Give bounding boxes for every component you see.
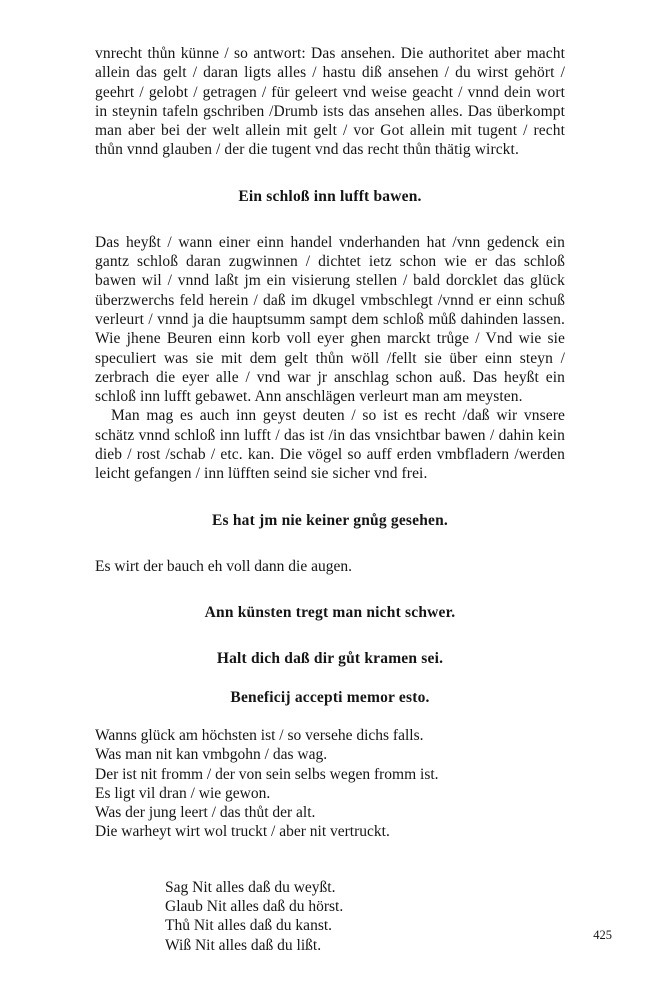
paragraph-geyst-deutung: Man mag es auch inn geyst deuten / so ist es recht /daß wir vnsere schätz vnnd schloß inn lufft / das ist /in das vnsichtbar bawen / dahin kein dieb / rost /schab / etc. kan. Die vögel so auff erden vmbfladern /werden leicht gefangen / inn lüfften seind sie sicher vnd frei. [95, 407, 565, 483]
proverb-line: Die warheyt wirt wol truckt / aber nit vertruckt. [95, 823, 390, 841]
proverb-line: Es ligt vil dran / wie gewon. [95, 784, 271, 802]
page-number: 425 [593, 928, 612, 942]
maxim-line: Thů Nit alles daß du kanst. [165, 917, 333, 935]
proverb-line: Was der jung leert / das thůt der alt. [95, 804, 316, 822]
line-bauch: Es wirt der bauch eh voll dann die augen. [95, 557, 352, 575]
text-block [95, 44, 565, 955]
paragraph-schloss-erklaerung: Das heyßt / wann einer einn handel vnderhanden hat /vnn gedenck ein gantz schloß daran zugwinnen / dichtet ietz schon wie er das schloß bawen wil / vnnd laßt jm ein visierung stellen / bald dorcklet das glück überzwerchs feld herein / daß im dkugel vmbschlegt /vnnd er einn schuß verleurt / vnnd ja die hauptsumm sampt dem schloß můß dahinden lassen. Wie jhene Beuren einn korb voll eyer ghen marckt trůge / Vnd wie sie speculiert was sie mit dem gelt thůn wöll /fellt sie über einn steyn / zerbrach die eyer alle / vnd war jr anschlag schon auß. Das heyßt ein schloß inn lufft gebawet. Ann anschlägen verleurt man am meysten. [95, 233, 565, 406]
paragraph-ansehen: vnrecht thůn künne / so antwort: Das ansehen. Die authoritet aber macht allein das gelt / daran ligts alles / hastu diß ansehen / du wirst gehört / geehrt / gelobt / getragen / für geleert vnd weise geacht / vnnd dein wort in steynin tafeln gschriben /Drumb ists das ansehen alles. Das überkompt man aber bei der welt allein mit gelt / vor Got allein mit tugent / recht thůn vnnd glauben / der die tugent vnd das recht thůn thätig wirckt. [95, 45, 565, 159]
proverb-line: Wanns glück am höchsten ist / so versehe dichs falls. [95, 726, 424, 744]
section-heading-beneficij: Beneficij accepti memor esto. [230, 688, 430, 706]
maxim-line: Wiß Nit alles daß du lißt. [165, 936, 322, 954]
proverb-list [95, 726, 565, 842]
section-heading-schloss: Ein schloß inn lufft bawen. [238, 187, 422, 205]
maxim-line: Glaub Nit alles daß du hörst. [165, 898, 344, 916]
proverb-line: Was man nit kan vmbgohn / das wag. [95, 746, 328, 764]
section-heading-kuensten: Ann künsten tregt man nicht schwer. [204, 603, 456, 621]
proverb-line: Der ist nit fromm / der von sein selbs wegen fromm ist. [95, 765, 439, 783]
maxim-line: Sag Nit alles daß du weyßt. [165, 878, 336, 896]
section-heading-gnug: Es hat jm nie keiner gnůg gesehen. [211, 511, 448, 529]
section-heading-kramen: Halt dich daß dir gůt kramen sei. [216, 649, 444, 667]
maxim-list [95, 878, 565, 955]
